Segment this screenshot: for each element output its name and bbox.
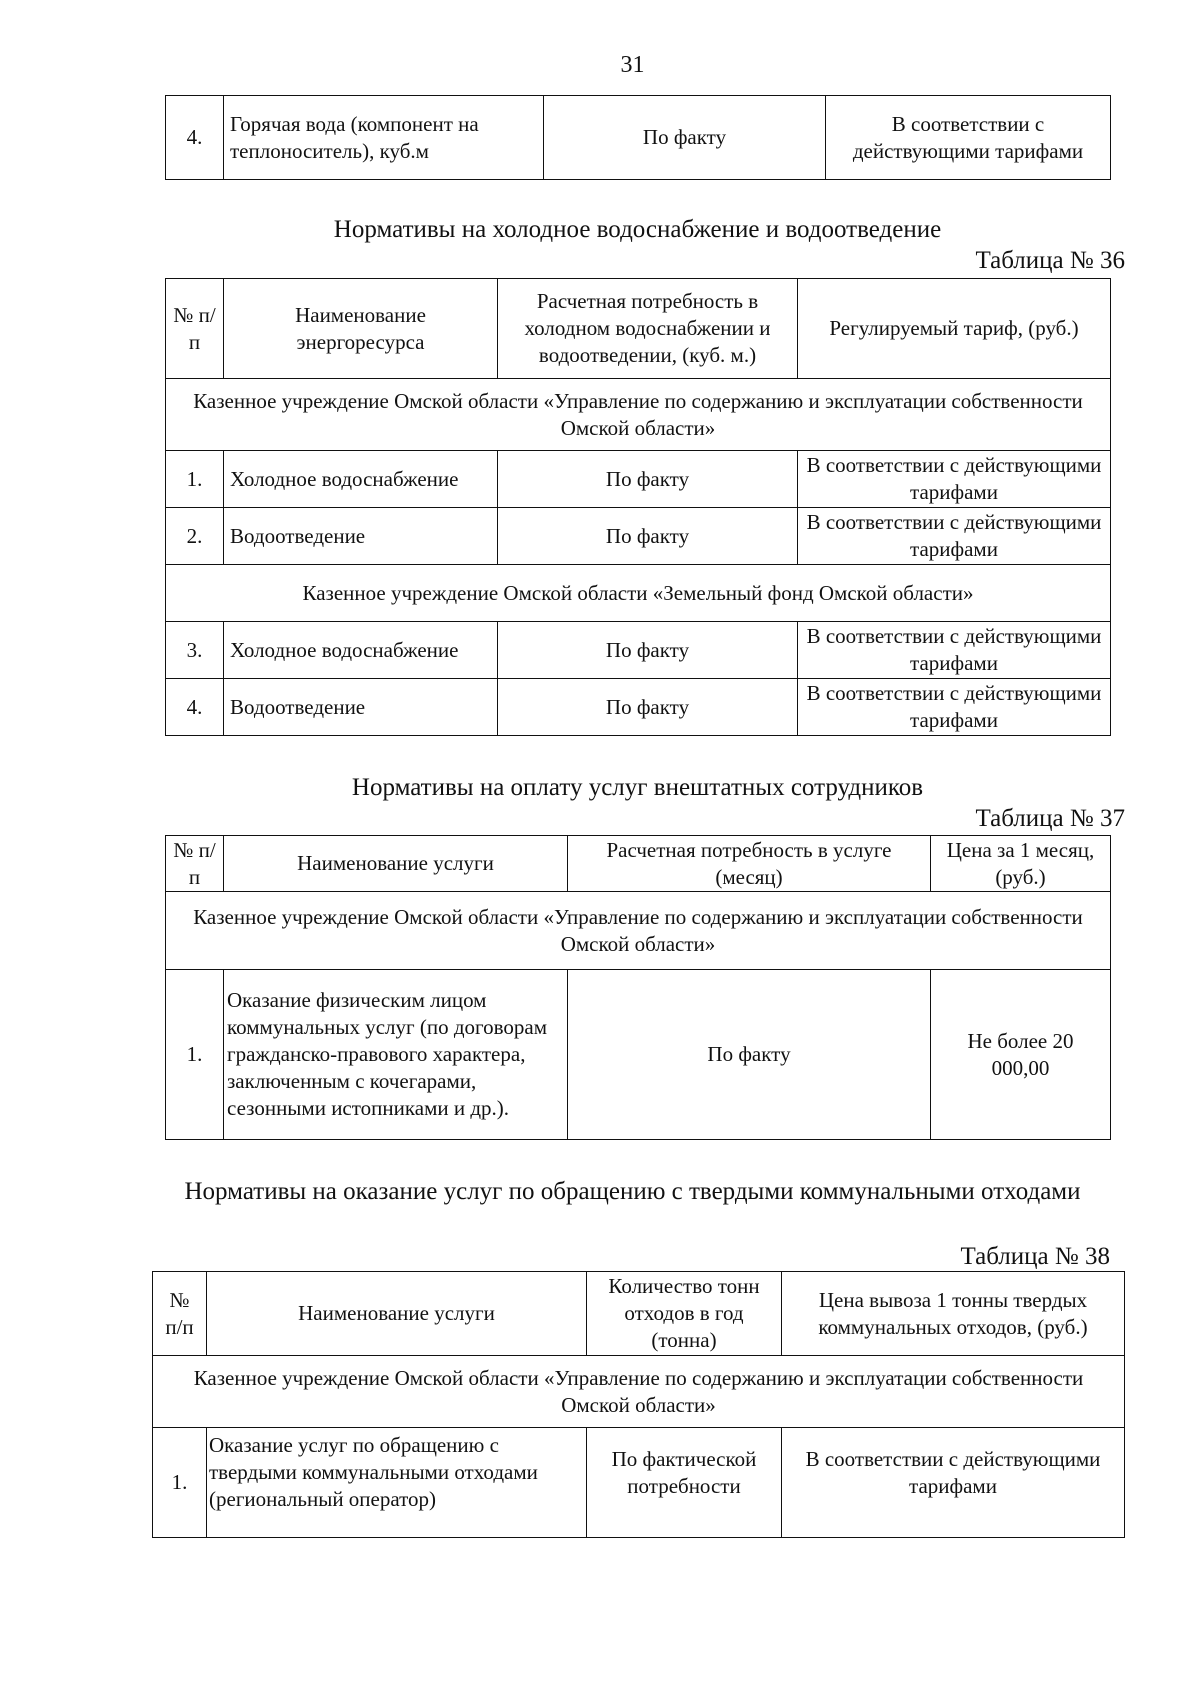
cell-need: По факту bbox=[498, 451, 798, 508]
header-price: Цена за 1 месяц, (руб.) bbox=[931, 836, 1111, 892]
cell-tariff: В соответствии с действующими тарифами bbox=[798, 451, 1111, 508]
org-name: Казенное учреждение Омской области «Земельный фонд Омской области» bbox=[166, 565, 1111, 622]
header-name: Наименование услуги bbox=[207, 1272, 587, 1356]
cell-name: Водоотведение bbox=[224, 508, 498, 565]
t37-number: Таблица № 37 bbox=[975, 805, 1125, 832]
cell-name: Оказание физическим лицом коммунальных услуг (по договорам гражданско-правового характера, заключенным с кочегарами, сезонными истопниками и др.). bbox=[224, 970, 568, 1140]
org-row bbox=[166, 379, 1111, 451]
header-num: № п/п bbox=[166, 836, 224, 892]
header-qty: Количество тонн отходов в год (тонна) bbox=[587, 1272, 782, 1356]
table-header bbox=[166, 836, 1111, 892]
cell-num: 1. bbox=[153, 1428, 207, 1538]
cell-need: По факту bbox=[544, 96, 826, 180]
cell-num: 1. bbox=[166, 451, 224, 508]
table-37 bbox=[165, 835, 1111, 1140]
header-need: Расчетная потребность в холодном водоснабжении и водоотведении, (куб. м.) bbox=[498, 279, 798, 379]
table-38 bbox=[152, 1271, 1125, 1538]
header-num: № п/п bbox=[153, 1272, 207, 1356]
cell-need: По факту bbox=[498, 679, 798, 736]
cell-num: 4. bbox=[166, 679, 224, 736]
org-name: Казенное учреждение Омской области «Управление по содержанию и эксплуатации собственности Омской области» bbox=[166, 379, 1111, 451]
top-table bbox=[165, 95, 1111, 180]
cell-price: В соответствии с действующими тарифами bbox=[782, 1428, 1125, 1538]
table-row bbox=[166, 96, 1111, 180]
header-num: № п/п bbox=[166, 279, 224, 379]
org-row bbox=[153, 1356, 1125, 1428]
t38-number: Таблица № 38 bbox=[960, 1243, 1110, 1270]
cell-tariff: В соответствии с действующими тарифами bbox=[798, 622, 1111, 679]
header-need: Расчетная потребность в услуге (месяц) bbox=[568, 836, 931, 892]
cell-name: Оказание услуг по обращению с твердыми коммунальными отходами (региональный оператор) bbox=[207, 1428, 587, 1538]
header-price: Цена вывоза 1 тонны твердых коммунальных отходов, (руб.) bbox=[782, 1272, 1125, 1356]
cell-name: Водоотведение bbox=[224, 679, 498, 736]
header-name: Наименование услуги bbox=[224, 836, 568, 892]
org-row bbox=[166, 892, 1111, 970]
t37-title: Нормативы на оплату услуг внештатных сотрудников bbox=[351, 774, 924, 801]
table-row bbox=[166, 622, 1111, 679]
cell-need: По факту bbox=[568, 970, 931, 1140]
table-row bbox=[166, 679, 1111, 736]
org-name: Казенное учреждение Омской области «Управление по содержанию и эксплуатации собственности Омской области» bbox=[166, 892, 1111, 970]
t36-number: Таблица № 36 bbox=[975, 247, 1125, 274]
cell-num: 2. bbox=[166, 508, 224, 565]
cell-name: Горячая вода (компонент на теплоноситель), куб.м bbox=[224, 96, 544, 180]
table-header bbox=[153, 1272, 1125, 1356]
t38-title: Нормативы на оказание услуг по обращению с твердыми коммунальными отходами bbox=[184, 1178, 1081, 1205]
table-header bbox=[166, 279, 1111, 379]
table-row bbox=[166, 970, 1111, 1140]
cell-tariff: В соответствии с действующими тарифами bbox=[798, 508, 1111, 565]
cell-tariff: В соответствии с действующими тарифами bbox=[826, 96, 1111, 180]
org-name: Казенное учреждение Омской области «Управление по содержанию и эксплуатации собственности Омской области» bbox=[153, 1356, 1125, 1428]
cell-name: Холодное водоснабжение bbox=[224, 451, 498, 508]
cell-num: 1. bbox=[166, 970, 224, 1140]
cell-need: По факту bbox=[498, 622, 798, 679]
table-row bbox=[166, 451, 1111, 508]
header-name: Наименование энергоресурса bbox=[224, 279, 498, 379]
header-tariff: Регулируемый тариф, (руб.) bbox=[798, 279, 1111, 379]
page-number: 31 bbox=[620, 52, 645, 78]
org-row bbox=[166, 565, 1111, 622]
table-row bbox=[166, 508, 1111, 565]
table-36 bbox=[165, 278, 1111, 736]
cell-tariff: В соответствии с действующими тарифами bbox=[798, 679, 1111, 736]
cell-price: Не более 20 000,00 bbox=[931, 970, 1111, 1140]
table-row bbox=[153, 1428, 1125, 1538]
t36-title: Нормативы на холодное водоснабжение и водоотведение bbox=[333, 216, 942, 243]
cell-need: По факту bbox=[498, 508, 798, 565]
cell-num: 3. bbox=[166, 622, 224, 679]
cell-name: Холодное водоснабжение bbox=[224, 622, 498, 679]
cell-qty: По фактической потребности bbox=[587, 1428, 782, 1538]
cell-num: 4. bbox=[166, 96, 224, 180]
